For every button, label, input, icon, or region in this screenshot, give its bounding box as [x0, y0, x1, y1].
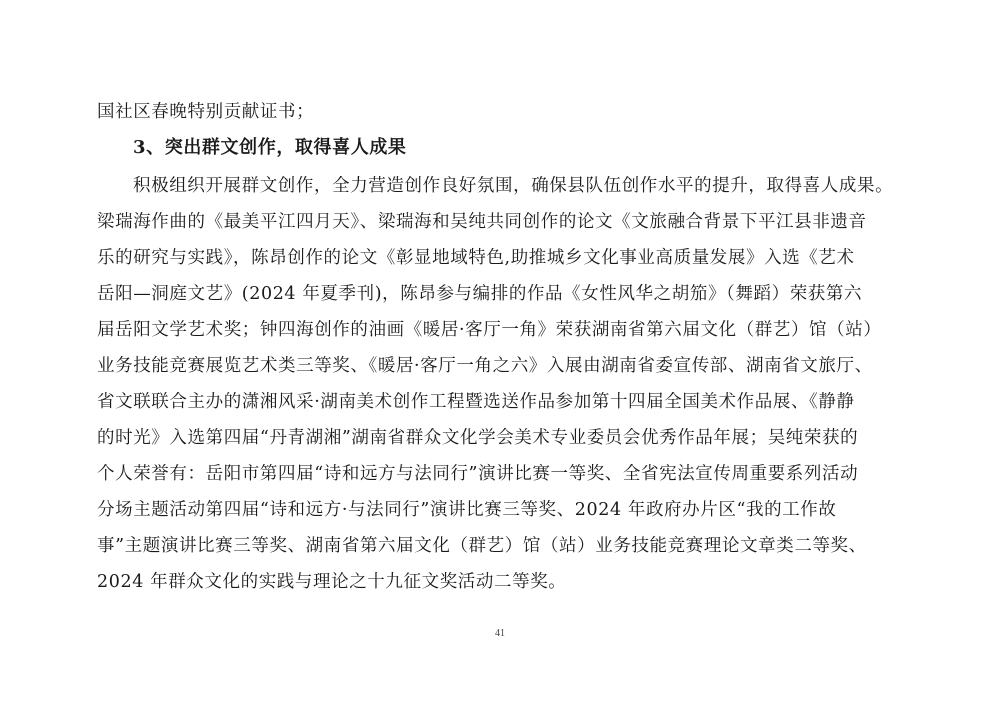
paragraph-line: 梁瑞海作曲的《最美平江四月天》、梁瑞海和吴纯共同创作的论文《文旅融合背景下平江县非遗音 [97, 212, 867, 232]
text-line-continuation: 国社区春晚特别贡献证书； [97, 102, 315, 122]
paragraph-line: 届岳阳文学艺术奖；钟四海创作的油画《暖居·客厅一角》荣获湖南省第六届文化（群艺）馆（站） [97, 320, 882, 340]
paragraph-line: 积极组织开展群文创作，全力营造创作良好氛围，确保县队伍创作水平的提升，取得喜人成果。 [133, 176, 894, 196]
section-heading: 3、突出群文创作，取得喜人成果 [133, 137, 407, 158]
paragraph-line: 乐的研究与实践》，陈昂创作的论文《彰显地域特色,助推城乡文化事业高质量发展》入选《艺术 [97, 248, 855, 268]
paragraph-line: 2024 年群众文化的实践与理论之十九征文奖活动二等奖。 [97, 572, 567, 592]
paragraph-line: 业务技能竞赛展览艺术类三等奖、《暖居·客厅一角之六》入展由湖南省委宣传部、湖南省文旅厅、 [97, 356, 873, 376]
paragraph-line: 省文联联合主办的潇湘风采·湖南美术创作工程暨选送作品参加第十四届全国美术作品展、《静静 [97, 392, 855, 412]
paragraph-line: 的时光》入选第四届“丹青湖湘”湖南省群众文化学会美术专业委员会优秀作品年展；吴纯荣获的 [97, 428, 859, 448]
paragraph-line: 个人荣誉有：岳阳市第四届“诗和远方与法同行”演讲比赛一等奖、全省宪法宣传周重要系列活动 [97, 464, 859, 484]
page-number: 41 [495, 628, 505, 639]
paragraph-line: 分场主题活动第四届“诗和远方·与法同行”演讲比赛三等奖、2024 年政府办片区“我的工作故 [97, 500, 837, 520]
paragraph-line: 岳阳—洞庭文艺》(2024 年夏季刊)，陈昂参与编排的作品《女性风华之胡笳》（舞蹈）荣获第六 [97, 284, 863, 304]
paragraph-line: 事”主题演讲比赛三等奖、湖南省第六届文化（群艺）馆（站）业务技能竞赛理论文章类二等奖、 [97, 536, 867, 556]
